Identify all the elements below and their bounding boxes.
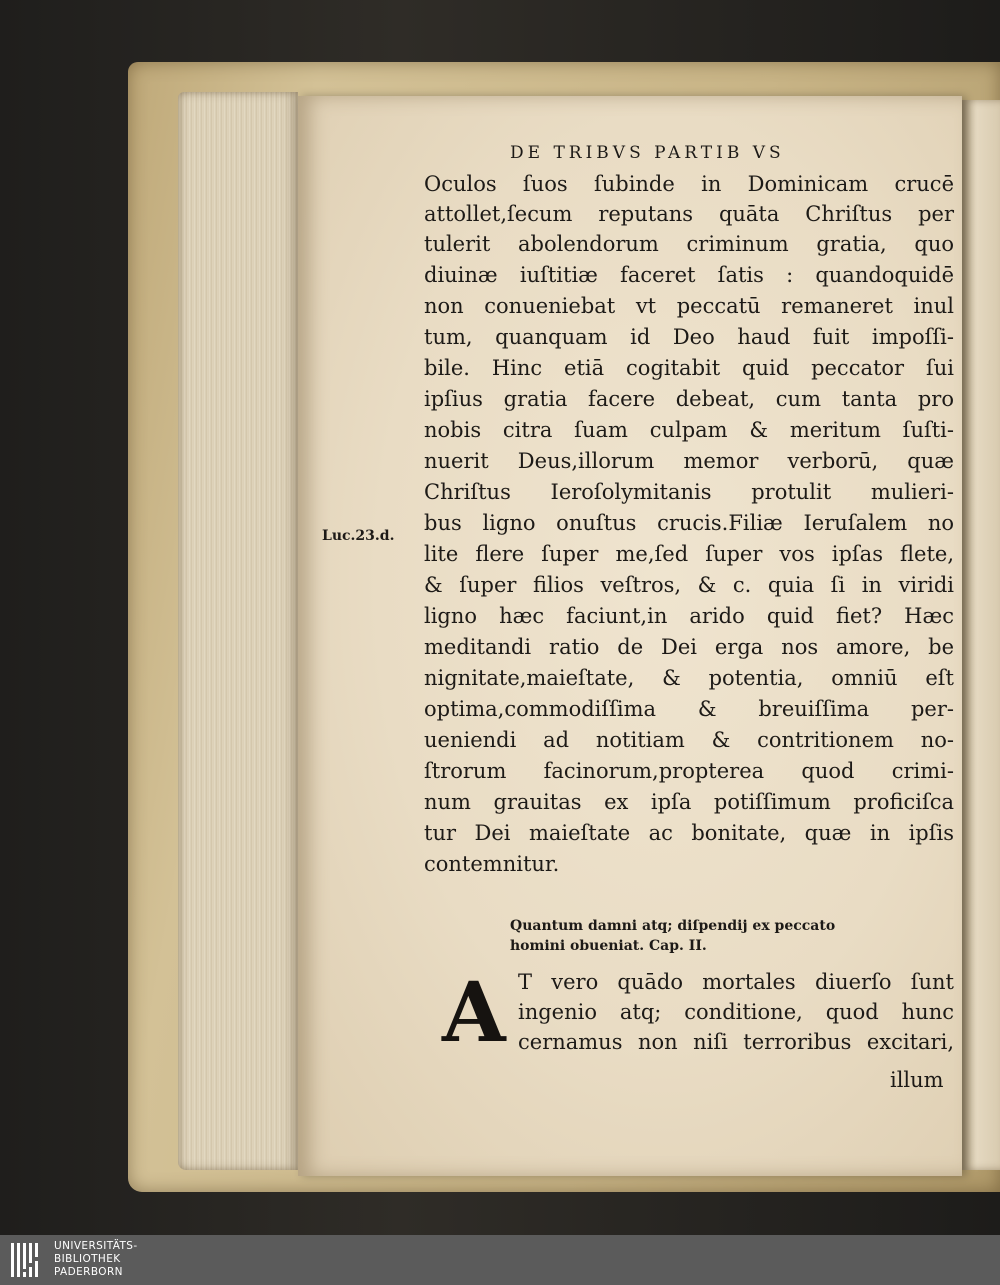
paragraph-line: ingenio atq; conditione, quod hunc xyxy=(518,1000,954,1024)
body-line: bile. Hinc etiā cogitabit quid peccator ſui xyxy=(424,356,954,380)
library-footer xyxy=(0,1235,1000,1285)
body-line: contemnitur. xyxy=(424,852,560,876)
body-line: lite flere ſuper me,ſed ſuper vos ipſas flete, xyxy=(424,542,954,566)
body-line: tum, quanquam id Deo haud fuit impoſſi- xyxy=(424,325,954,349)
library-name-line: BIBLIOTHEK xyxy=(54,1253,121,1265)
library-name-line: PADERBORN xyxy=(54,1266,123,1278)
body-line: Oculos ſuos ſubinde in Dominicam crucē xyxy=(424,172,954,196)
paragraph-line: cernamus non niſi terroribus excitari, xyxy=(518,1030,954,1054)
library-logo-icon xyxy=(10,1241,46,1279)
body-line: Chriſtus Ieroſolymitanis protulit mulieri- xyxy=(424,480,954,504)
body-line: tulerit abolendorum criminum gratia, quo xyxy=(424,232,954,256)
chapter-heading-line1: Quantum damni atq; diſpendij ex peccato xyxy=(510,918,836,934)
body-line: optima,commodiſſima & breuiſſima per- xyxy=(424,697,954,721)
body-line: ligno hæc faciunt,in arido quid fiet? Hæc xyxy=(424,604,954,628)
catchword: illum xyxy=(890,1068,944,1092)
body-line: ueniendi ad notitiam & contritionem no- xyxy=(424,728,954,752)
body-line: nignitate,maieſtate, & potentia, omniū eſt xyxy=(424,666,954,690)
facing-page-edge xyxy=(962,100,1000,1170)
body-line: attollet,ſecum reputans quāta Chriſtus per xyxy=(424,202,954,226)
body-line: bus ligno onuſtus crucis.Filiæ Ieruſalem no xyxy=(424,511,954,535)
body-line: nobis citra ſuam culpam & meritum ſuſti- xyxy=(424,418,954,442)
body-line: tur Dei maieſtate ac bonitate, quæ in ipſis xyxy=(424,821,954,845)
library-name xyxy=(54,1240,138,1279)
margin-note: Luc.23.d. xyxy=(322,528,395,544)
chapter-heading-line2: homini obueniat. Cap. II. xyxy=(510,938,707,954)
decorated-initial: A xyxy=(442,965,506,1061)
page-edges xyxy=(178,92,298,1170)
paragraph-line: T vero quādo mortales diuerſo ſunt xyxy=(518,970,954,994)
body-line: ſtrorum facinorum,propterea quod crimi- xyxy=(424,759,954,783)
body-line: ipſius gratia facere debeat, cum tanta pro xyxy=(424,387,954,411)
body-line: non conueniebat vt peccatū remaneret inul xyxy=(424,294,954,318)
running-head: DE TRIBVS PARTIB VS xyxy=(510,143,785,163)
body-line: diuinæ iuſtitiæ faceret ſatis : quandoquidē xyxy=(424,263,954,287)
body-line: & ſuper filios veſtros, & c. quia ſi in viridi xyxy=(424,573,954,597)
body-line: meditandi ratio de Dei erga nos amore, be xyxy=(424,635,954,659)
library-name-line: UNIVERSITÄTS- xyxy=(54,1240,138,1252)
body-line: num grauitas ex ipſa potiſſimum proficiſca xyxy=(424,790,954,814)
body-line: nuerit Deus,illorum memor verborū, quæ xyxy=(424,449,954,473)
